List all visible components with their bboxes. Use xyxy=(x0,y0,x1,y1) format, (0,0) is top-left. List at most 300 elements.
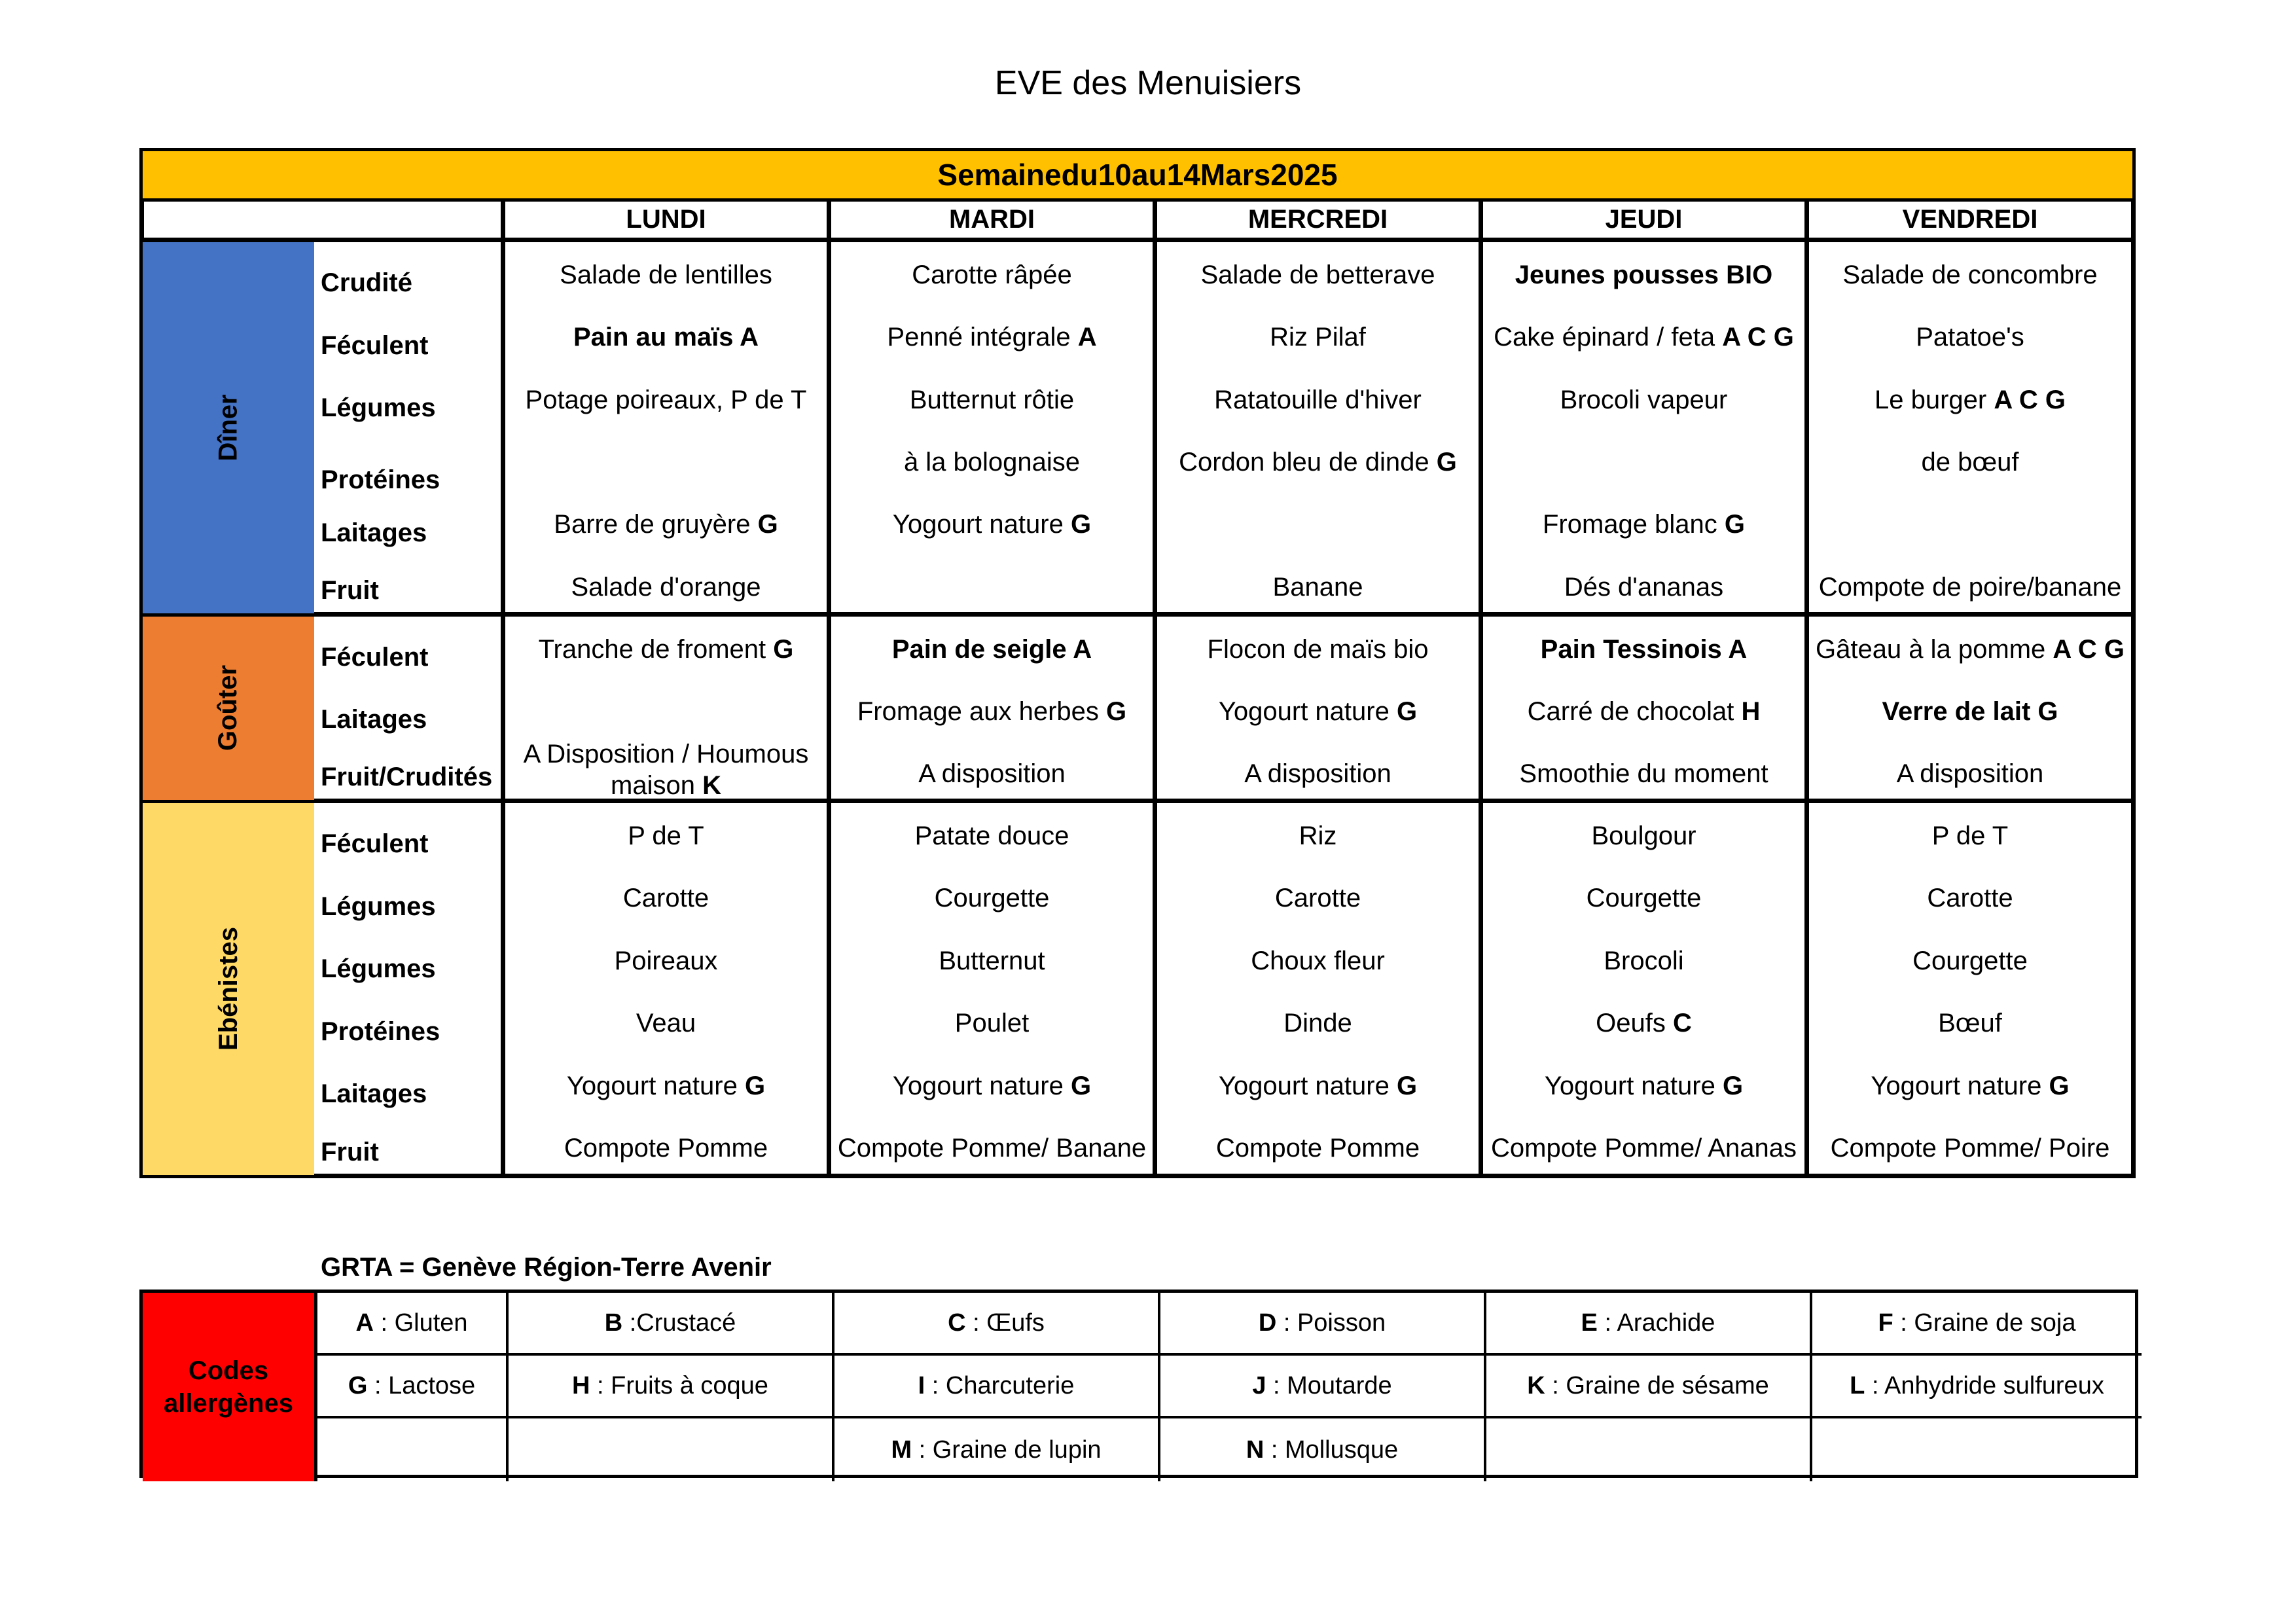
category-label: Protéines xyxy=(314,990,505,1053)
week-du: du xyxy=(1061,158,1098,192)
category-label: Fruit xyxy=(314,1115,505,1178)
allergen-name: : Graine de soja xyxy=(1893,1308,2076,1337)
allergen-code: G xyxy=(744,1071,766,1100)
allergen-cell xyxy=(1486,1418,1812,1481)
menu-item-text: Poireaux xyxy=(614,946,718,975)
allergen-cell xyxy=(317,1293,509,1356)
menu-cell-vendredi xyxy=(1809,367,2136,429)
category-label-laitages: Laitages xyxy=(321,518,427,547)
allergen-letter: C xyxy=(948,1308,966,1337)
allergen-code: G xyxy=(1396,696,1418,726)
menu-cell-mercredi xyxy=(1157,803,1483,866)
menu-item-text: Poulet xyxy=(954,1009,1030,1038)
menu-cell-vendredi xyxy=(1809,1053,2136,1116)
menu-item-text: Brocoli xyxy=(1604,946,1684,975)
menu-item xyxy=(1283,1007,1352,1039)
menu-item-text: Le burger xyxy=(1874,385,1994,414)
menu-item-text: Compote Pomme/ Banane xyxy=(837,1134,1147,1163)
menu-cell-lundi xyxy=(505,429,831,492)
menu-cell-vendredi xyxy=(1809,679,2136,741)
category-label: Laitages xyxy=(314,1053,505,1116)
menu-item-text: Salade d'orange xyxy=(571,572,761,602)
menu-cell-mercredi xyxy=(1157,554,1483,617)
category-label xyxy=(314,465,505,554)
menu-item-text: Patatoe's xyxy=(1916,323,2024,352)
menu-item xyxy=(1816,634,2125,665)
menu-item xyxy=(1179,446,1457,478)
menu-item-text: Riz xyxy=(1299,821,1337,850)
menu-cell-mercredi xyxy=(1157,242,1483,304)
week-year: 2025 xyxy=(1270,158,1338,192)
menu-cell-mardi xyxy=(831,990,1157,1053)
menu-item xyxy=(1587,882,1702,914)
menu-item xyxy=(1251,945,1385,977)
allergen-code: A C G xyxy=(1722,323,1794,352)
menu-item-text: Choux fleur xyxy=(1251,946,1385,975)
menu-item xyxy=(893,509,1091,540)
allergen-cell xyxy=(509,1418,834,1481)
menu-cell-vendredi xyxy=(1809,242,2136,304)
menu-item-text: P de T xyxy=(1931,821,2009,850)
menu-item-text: Compote Pomme xyxy=(1215,1134,1420,1163)
menu-cell-vendredi xyxy=(1809,617,2136,679)
menu-item-text: Carré de chocolat xyxy=(1527,696,1742,726)
menu-cell-lundi xyxy=(505,803,831,866)
menu-cell-mardi xyxy=(831,679,1157,741)
menu-cell-lundi xyxy=(505,679,831,741)
menu-cell-jeudi xyxy=(1483,741,1809,803)
menu-item xyxy=(1604,945,1683,977)
category-label: Féculent xyxy=(314,617,505,679)
menu-item-text: Flocon de maïs bio xyxy=(1207,634,1429,664)
menu-cell-lundi xyxy=(505,492,831,554)
menu-cell-lundi xyxy=(505,741,831,803)
menu-item-text: A disposition xyxy=(1896,759,2044,788)
menu-item-text: A disposition xyxy=(918,759,1066,788)
allergen-letter: D xyxy=(1258,1308,1277,1337)
menu-item-text: Compote Pomme/ Poire xyxy=(1830,1134,2110,1163)
menu-cell-mercredi xyxy=(1157,1115,1483,1178)
menu-item-text: Salade de concombre xyxy=(1842,261,2098,289)
menu-item xyxy=(904,446,1080,478)
day-header-vendredi: VENDREDI xyxy=(1809,202,2136,242)
menu-item-text: Barre de gruyère xyxy=(554,510,758,539)
menu-cell-mardi xyxy=(831,865,1157,928)
menu-item xyxy=(636,1007,696,1039)
allergen-letter: J xyxy=(1252,1371,1266,1399)
allergen-letter: I xyxy=(918,1371,925,1399)
menu-cell-mardi xyxy=(831,554,1157,617)
allergen-codes-title xyxy=(143,1293,317,1481)
section-gouter xyxy=(139,617,314,803)
menu-cell-jeudi xyxy=(1483,990,1809,1053)
menu-cell-mardi xyxy=(831,367,1157,429)
menu-item xyxy=(539,634,794,665)
menu-cell-lundi xyxy=(505,1053,831,1116)
header-blank xyxy=(139,202,505,242)
category-label: Laitages xyxy=(314,679,505,741)
allergen-cell xyxy=(1486,1356,1812,1418)
allergen-name: : Œufs xyxy=(965,1308,1045,1337)
menu-cell-jeudi xyxy=(1483,1115,1809,1178)
category-label: Féculent xyxy=(314,803,505,866)
menu-item-text: Patate douce xyxy=(914,821,1069,850)
menu-item xyxy=(623,882,709,914)
allergen-letter: A xyxy=(355,1308,374,1337)
menu-item xyxy=(1927,882,2013,914)
menu-cell-jeudi xyxy=(1483,554,1809,617)
menu-cell-jeudi xyxy=(1483,367,1809,429)
menu-item-text: à la bolognaise xyxy=(903,447,1081,477)
menu-item-text: Brocoli vapeur xyxy=(1560,385,1728,414)
menu-item-text: Carotte xyxy=(1274,884,1361,913)
section-ebenistes xyxy=(139,803,314,1178)
allergen-code: G xyxy=(1106,696,1127,726)
menu-item xyxy=(1273,571,1363,603)
menu-item xyxy=(1219,1070,1417,1102)
menu-item xyxy=(1541,634,1748,665)
menu-cell-mardi xyxy=(831,617,1157,679)
menu-cell-mercredi xyxy=(1157,367,1483,429)
menu-item xyxy=(628,820,704,852)
menu-item-text: Yogourt nature xyxy=(1218,1071,1397,1100)
menu-item xyxy=(910,384,1074,416)
menu-item xyxy=(1208,634,1429,665)
menu-item xyxy=(1299,820,1337,852)
category-label: Crudité xyxy=(314,242,505,304)
menu-item-text: Smoothie du moment xyxy=(1519,759,1768,788)
section-diner xyxy=(139,242,314,617)
menu-item-text: Yogourt nature xyxy=(566,1071,745,1100)
menu-item-text: Gâteau à la pomme xyxy=(1815,634,2053,664)
menu-item xyxy=(1515,259,1772,291)
menu-cell-vendredi xyxy=(1809,554,2136,617)
allergen-name: : Graine de lupin xyxy=(912,1435,1102,1464)
menu-item xyxy=(554,509,778,540)
menu-item-text: Boulgour xyxy=(1591,821,1696,850)
allergen-code: G xyxy=(773,634,794,664)
menu-cell-jeudi xyxy=(1483,928,1809,991)
page-title: EVE des Menuisiers xyxy=(994,64,1302,102)
category-label: Féculent xyxy=(314,304,505,367)
menu-item xyxy=(1519,758,1768,789)
menu-item xyxy=(1543,509,1745,540)
menu-cell-mardi xyxy=(831,928,1157,991)
menu-item-text: Jeunes pousses BIO xyxy=(1515,261,1773,289)
menu-item-text: Ratatouille d'hiver xyxy=(1214,385,1422,414)
category-label: Légumes xyxy=(314,928,505,991)
allergen-name: : Fruits à coque xyxy=(590,1371,768,1399)
menu-item xyxy=(1831,1132,2110,1164)
allergen-cell xyxy=(1486,1293,1812,1356)
menu-item xyxy=(892,634,1092,665)
menu-item-text: Cake épinard / feta xyxy=(1494,323,1723,352)
allergen-cell xyxy=(1160,1293,1486,1356)
menu-cell-jeudi xyxy=(1483,865,1809,928)
allergen-cell xyxy=(834,1293,1160,1356)
menu-item xyxy=(571,571,761,603)
allergen-code: A C G xyxy=(1994,385,2066,414)
menu-item-text: Carotte xyxy=(1927,884,2013,913)
menu-item xyxy=(915,820,1069,852)
menu-cell-jeudi xyxy=(1483,617,1809,679)
allergen-letter: K xyxy=(1527,1371,1545,1399)
menu-item xyxy=(526,384,807,416)
menu-cell-lundi xyxy=(505,617,831,679)
menu-cell-mardi xyxy=(831,1115,1157,1178)
menu-cell-vendredi xyxy=(1809,429,2136,492)
allergen-code: G xyxy=(1396,1071,1418,1100)
menu-item-text: Verre de lait G xyxy=(1882,696,2058,726)
allergen-name: : Charcuterie xyxy=(925,1371,1075,1399)
menu-table xyxy=(139,148,2138,1178)
menu-item-text: Courgette xyxy=(1586,884,1702,913)
menu-item-text: Veau xyxy=(636,1009,696,1038)
menu-cell-lundi xyxy=(505,928,831,991)
allergen-table xyxy=(139,1290,2138,1478)
menu-item-text: Yogourt nature xyxy=(892,1071,1071,1100)
menu-item xyxy=(1938,1007,2002,1039)
menu-cell-mercredi xyxy=(1157,492,1483,554)
menu-item xyxy=(1897,758,2044,789)
menu-item xyxy=(1596,1007,1692,1039)
menu-item-text: Dés d'ananas xyxy=(1564,572,1724,602)
menu-item-text: Salade de lentilles xyxy=(560,261,772,289)
day-header-mercredi: MERCREDI xyxy=(1157,202,1483,242)
menu-cell-vendredi xyxy=(1809,928,2136,991)
grta-note: GRTA = Genève Région-Terre Avenir xyxy=(321,1253,772,1282)
menu-cell-mercredi xyxy=(1157,741,1483,803)
menu-cell-lundi xyxy=(505,865,831,928)
menu-item-text: A Disposition / Houmous maison xyxy=(523,739,809,800)
menu-item-text: Yogourt nature xyxy=(892,510,1071,539)
allergen-cell xyxy=(1160,1356,1486,1418)
menu-item xyxy=(1842,259,2097,291)
menu-cell-mardi xyxy=(831,304,1157,367)
allergen-code: G xyxy=(1436,447,1457,477)
menu-cell-jeudi xyxy=(1483,803,1809,866)
week-au: au xyxy=(1132,158,1167,192)
allergen-code: C xyxy=(1672,1009,1692,1038)
allergen-cell xyxy=(834,1418,1160,1481)
category-label-proteines: Protéines xyxy=(321,465,440,495)
menu-cell-vendredi xyxy=(1809,803,2136,866)
menu-cell-mardi xyxy=(831,1053,1157,1116)
menu-item-text: de bœuf xyxy=(1921,447,2019,477)
allergen-letter: N xyxy=(1246,1435,1265,1464)
menu-item-text: Yogourt nature xyxy=(1871,1071,2049,1100)
day-header-lundi: LUNDI xyxy=(505,202,831,242)
section-label: Dîner xyxy=(213,394,243,461)
menu-item-text: Compote de poire/banane xyxy=(1818,572,2122,602)
allergen-code: G xyxy=(1722,1071,1744,1100)
allergen-name: :Crustacé xyxy=(622,1308,736,1337)
menu-item xyxy=(1916,321,2024,353)
menu-cell-vendredi xyxy=(1809,304,2136,367)
week-start: 10 xyxy=(1098,158,1132,192)
menu-cell-jeudi xyxy=(1483,679,1809,741)
allergen-code: G xyxy=(1070,510,1092,539)
menu-item-text: Bœuf xyxy=(1938,1009,2002,1038)
menu-item-text: Yogourt nature xyxy=(1218,696,1397,726)
menu-item xyxy=(939,945,1045,977)
allergen-cell xyxy=(1812,1356,2142,1418)
menu-item xyxy=(1200,259,1435,291)
day-header-mardi: MARDI xyxy=(831,202,1157,242)
menu-cell-mercredi xyxy=(1157,304,1483,367)
menu-cell-mardi xyxy=(831,429,1157,492)
menu-item xyxy=(1874,384,2066,416)
menu-item-text: Butternut xyxy=(939,946,1045,975)
menu-item-text: Carotte xyxy=(622,884,709,913)
menu-item-text: Compote Pomme/ Ananas xyxy=(1491,1134,1797,1163)
week-end: 14 xyxy=(1166,158,1200,192)
menu-cell-vendredi xyxy=(1809,865,2136,928)
allergen-cell xyxy=(509,1356,834,1418)
menu-cell-lundi xyxy=(505,367,831,429)
menu-item-text: A disposition xyxy=(1244,759,1391,788)
day-header-jeudi: JEUDI xyxy=(1483,202,1809,242)
allergen-name: : Moutarde xyxy=(1266,1371,1392,1399)
menu-cell-jeudi xyxy=(1483,304,1809,367)
menu-cell-mardi xyxy=(831,242,1157,304)
menu-item-text: Dinde xyxy=(1283,1009,1352,1038)
allergen-cell xyxy=(317,1356,509,1418)
category-label: Légumes xyxy=(314,367,505,429)
allergen-name: : Gluten xyxy=(373,1308,468,1337)
allergen-code: G xyxy=(1724,510,1746,539)
menu-item xyxy=(1545,1070,1743,1102)
menu-item xyxy=(505,738,827,801)
menu-item-text: Tranche de froment xyxy=(538,634,774,664)
menu-cell-mercredi xyxy=(1157,617,1483,679)
menu-cell-mardi xyxy=(831,492,1157,554)
allergen-letter: H xyxy=(572,1371,590,1399)
allergen-cell xyxy=(1812,1418,2142,1481)
menu-item xyxy=(887,321,1096,353)
menu-item xyxy=(918,758,1066,789)
category-label: Légumes xyxy=(314,865,505,928)
allergen-code: G xyxy=(757,510,778,539)
allergen-code: G xyxy=(1070,1071,1092,1100)
menu-cell-mardi xyxy=(831,803,1157,866)
menu-item xyxy=(564,1132,768,1164)
menu-item-text: Riz Pilaf xyxy=(1270,323,1366,352)
menu-item-text: Compote Pomme xyxy=(564,1134,768,1163)
menu-cell-lundi xyxy=(505,242,831,304)
menu-item xyxy=(1871,1070,2069,1102)
menu-item-text: Yogourt nature xyxy=(1544,1071,1723,1100)
allergen-title-line2: allergènes xyxy=(164,1389,293,1418)
menu-item xyxy=(838,1132,1146,1164)
menu-cell-mercredi xyxy=(1157,865,1483,928)
allergen-name: : Mollusque xyxy=(1264,1435,1399,1464)
menu-item-text: Carotte râpée xyxy=(912,261,1072,289)
menu-item xyxy=(1270,321,1366,353)
menu-item-text: Fromage blanc xyxy=(1542,510,1725,539)
allergen-cell xyxy=(317,1418,509,1481)
allergen-letter: M xyxy=(891,1435,912,1464)
menu-cell-jeudi xyxy=(1483,242,1809,304)
allergen-letter: L xyxy=(1850,1371,1865,1399)
allergen-cell xyxy=(834,1356,1160,1418)
menu-item xyxy=(615,945,718,977)
allergen-cell xyxy=(1812,1293,2142,1356)
menu-cell-vendredi xyxy=(1809,741,2136,803)
menu-cell-jeudi xyxy=(1483,492,1809,554)
menu-item-text: Banane xyxy=(1272,572,1363,602)
menu-item xyxy=(1560,384,1728,416)
allergen-code: G xyxy=(2049,1071,2070,1100)
menu-item xyxy=(912,259,1072,291)
menu-item-text: Oeufs xyxy=(1596,1009,1673,1038)
allergen-name: : Arachide xyxy=(1597,1308,1715,1337)
menu-item xyxy=(1882,696,2058,727)
menu-cell-lundi xyxy=(505,554,831,617)
menu-cell-mercredi xyxy=(1157,679,1483,741)
menu-cell-vendredi xyxy=(1809,990,2136,1053)
allergen-name: : Poisson xyxy=(1276,1308,1386,1337)
allergen-name: : Lactose xyxy=(367,1371,476,1399)
allergen-letter: G xyxy=(348,1371,368,1399)
menu-item-text: Fromage aux herbes xyxy=(857,696,1107,726)
menu-item-text: Cordon bleu de dinde xyxy=(1179,447,1437,477)
menu-item-text: Butternut rôtie xyxy=(909,385,1075,414)
menu-item-text: Courgette xyxy=(1912,946,2028,975)
menu-item xyxy=(1214,384,1422,416)
menu-item xyxy=(935,882,1050,914)
menu-item xyxy=(573,321,759,353)
menu-item-text: Pain de seigle A xyxy=(891,634,1092,664)
menu-item xyxy=(1244,758,1391,789)
week-label: Semaine xyxy=(937,158,1062,192)
menu-cell-lundi xyxy=(505,1115,831,1178)
allergen-name: : Graine de sésame xyxy=(1545,1371,1769,1399)
menu-item-text: Pain au maïs A xyxy=(573,323,759,352)
menu-item-text: Courgette xyxy=(934,884,1050,913)
menu-item xyxy=(1564,571,1723,603)
menu-item-text: Penné intégrale xyxy=(887,323,1078,352)
menu-item xyxy=(1219,696,1417,727)
menu-item-text: Potage poireaux, P de T xyxy=(525,385,807,414)
menu-item xyxy=(1922,446,2019,478)
section-label: Goûter xyxy=(213,665,243,751)
allergen-cell xyxy=(509,1293,834,1356)
allergen-code: K xyxy=(702,770,721,800)
menu-cell-vendredi xyxy=(1809,492,2136,554)
allergen-code: A C G xyxy=(2053,634,2125,664)
section-label: Ebénistes xyxy=(213,927,243,1051)
allergen-title-line1: Codes xyxy=(188,1356,269,1385)
menu-item-text: Salade de betterave xyxy=(1200,261,1435,289)
allergen-letter: E xyxy=(1581,1308,1598,1337)
menu-cell-mercredi xyxy=(1157,928,1483,991)
menu-cell-mercredi xyxy=(1157,1053,1483,1116)
allergen-code: A xyxy=(1077,323,1097,352)
menu-item xyxy=(567,1070,765,1102)
menu-cell-vendredi xyxy=(1809,1115,2136,1178)
category-label: Fruit/Crudités xyxy=(314,741,505,803)
menu-cell-mercredi xyxy=(1157,990,1483,1053)
menu-item xyxy=(1912,945,2028,977)
menu-cell-mercredi xyxy=(1157,429,1483,492)
allergen-letter: B xyxy=(604,1308,623,1337)
menu-item xyxy=(1528,696,1761,727)
menu-item xyxy=(1491,1132,1797,1164)
menu-item xyxy=(560,259,772,291)
allergen-code: H xyxy=(1741,696,1761,726)
menu-item xyxy=(857,696,1126,727)
